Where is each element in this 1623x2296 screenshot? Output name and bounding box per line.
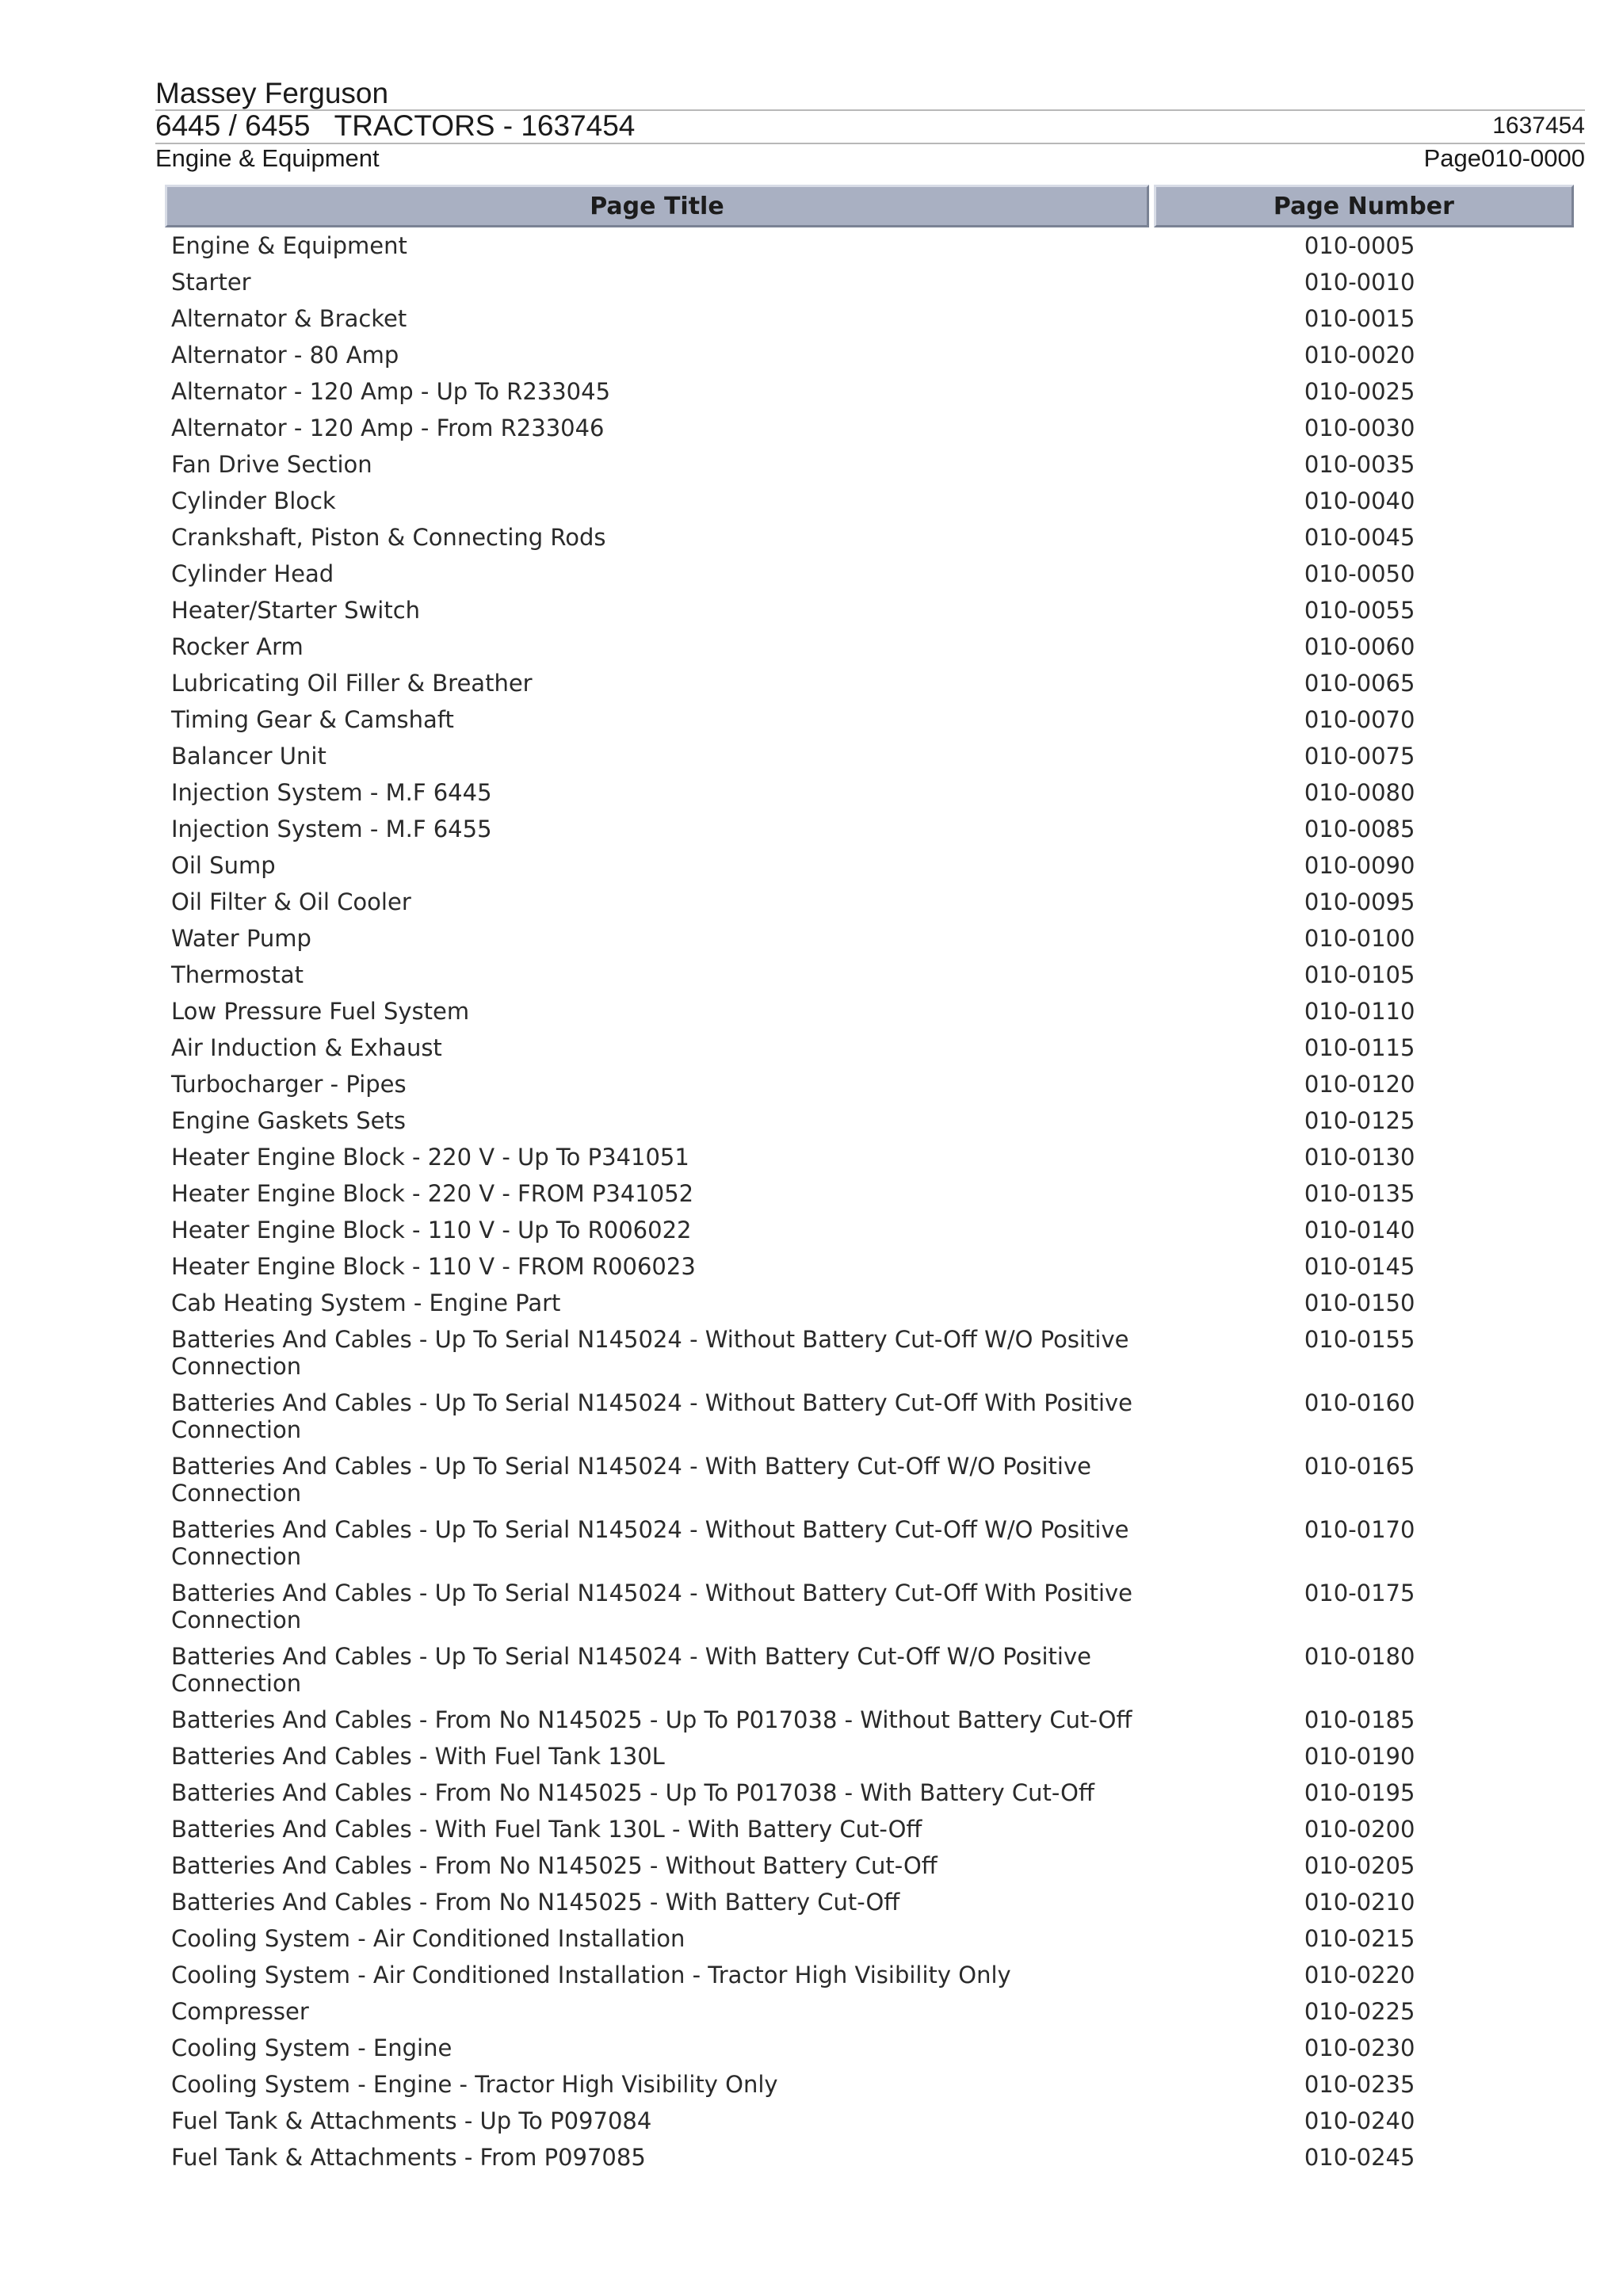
row-number-cell [1154,519,1574,556]
table-row [165,1385,1574,1448]
row-title-cell [165,2066,1149,2103]
table-row [165,665,1574,701]
table-row [165,1175,1574,1212]
table-row [165,446,1574,483]
page-title-text: Fuel Tank & Attachments - From P097085 [171,2144,646,2171]
page-number-text: 010-0085 [1304,816,1415,842]
row-number-cell [1154,847,1574,884]
row-title-cell [165,1738,1149,1775]
page-number-text: 010-0180 [1304,1643,1415,1670]
page-title-text: Compresser [171,1998,309,2025]
column-header-page-title: Page Title [165,185,1149,227]
row-number-cell [1154,701,1574,738]
table-row [165,1030,1574,1066]
row-title-cell [165,227,1149,264]
row-title-cell [165,738,1149,774]
page-title-text: Cooling System - Air Conditioned Installation [171,1925,685,1952]
page-number-text: 010-0140 [1304,1217,1415,1244]
row-number-cell [1154,1638,1574,1702]
table-row [165,628,1574,665]
page-title-text: Batteries And Cables - Up To Serial N145024 - Without Battery Cut-Off With Positive Connection [171,1580,1133,1633]
page-number-text: 010-0175 [1304,1580,1415,1606]
page-title-text: Batteries And Cables - From No N145025 - Without Battery Cut-Off [171,1852,938,1879]
table-row [165,1066,1574,1102]
page-title-text: Batteries And Cables - Up To Serial N145024 - With Battery Cut-Off W/O Positive Connection [171,1453,1091,1507]
page-number-text: 010-0240 [1304,2107,1415,2134]
row-number-cell [1154,483,1574,519]
page-number-text: 010-0200 [1304,1816,1415,1843]
table-row [165,592,1574,628]
page-title-text: Cab Heating System - Engine Part [171,1289,561,1316]
page-number-text: 010-0075 [1304,743,1415,770]
page-number-text: 010-0055 [1304,597,1415,624]
row-title-cell [165,1638,1149,1702]
table-row [165,1139,1574,1175]
page-number-text: 010-0155 [1304,1326,1415,1353]
row-number-cell [1154,1175,1574,1212]
brand-name: Massey Ferguson [155,77,389,109]
row-title-cell [165,701,1149,738]
table-row [165,1511,1574,1575]
row-number-cell [1154,628,1574,665]
model-line [155,111,1585,144]
row-number-cell [1154,1212,1574,1248]
page-number-text: 010-0065 [1304,670,1415,697]
row-title-cell [165,2139,1149,2176]
page-title-text: Alternator - 80 Amp [171,342,399,369]
row-title-cell [165,1884,1149,1920]
row-number-cell [1154,1102,1574,1139]
row-number-cell [1154,2066,1574,2103]
page-title-text: Rocker Arm [171,633,304,660]
row-number-cell [1154,337,1574,373]
page-number-text: 010-0215 [1304,1925,1415,1952]
table-row [165,1638,1574,1702]
page-number-text: 010-0060 [1304,633,1415,660]
section-title: Engine & Equipment [155,144,380,172]
table-row [165,1702,1574,1738]
page-title-text: Heater/Starter Switch [171,597,421,624]
row-title-cell [165,556,1149,592]
table-row [165,483,1574,519]
page-number-text: 010-0110 [1304,998,1415,1025]
brand-line [155,78,1585,111]
page-number-text: 010-0045 [1304,524,1415,551]
page-title-text: Injection System - M.F 6455 [171,816,492,842]
page-title-text: Alternator & Bracket [171,305,407,332]
row-title-cell [165,1920,1149,1957]
model-title: 6445 / 6455 TRACTORS - 1637454 [155,109,636,142]
row-title-cell [165,410,1149,446]
row-number-cell [1154,884,1574,920]
row-title-cell [165,1030,1149,1066]
page-title-text: Alternator - 120 Amp - From R233046 [171,415,605,441]
page-number-text: 010-0210 [1304,1889,1415,1916]
table-row [165,373,1574,410]
page-title-text: Heater Engine Block - 220 V - Up To P341051 [171,1144,689,1171]
page-title-text: Timing Gear & Camshaft [171,706,454,733]
table-row [165,2139,1574,2176]
page-number-text: 010-0100 [1304,925,1415,952]
row-title-cell [165,1575,1149,1638]
page-number-text: 010-0160 [1304,1389,1415,1416]
table-row [165,2030,1574,2066]
row-title-cell [165,264,1149,300]
row-number-cell [1154,1738,1574,1775]
page-title-text: Engine Gaskets Sets [171,1107,406,1134]
row-number-cell [1154,300,1574,337]
page-number-text: 010-0225 [1304,1998,1415,2025]
page-title-text: Alternator - 120 Amp - Up To R233045 [171,378,611,405]
page-title-text: Batteries And Cables - From No N145025 - Up To P017038 - Without Battery Cut-Off [171,1706,1132,1733]
row-title-cell [165,847,1149,884]
row-number-cell [1154,373,1574,410]
row-title-cell [165,592,1149,628]
page-title-text: Batteries And Cables - Up To Serial N145024 - With Battery Cut-Off W/O Positive Connection [171,1643,1091,1697]
page-number-text: 010-0150 [1304,1289,1415,1316]
row-number-cell [1154,1248,1574,1285]
row-title-cell [165,1448,1149,1511]
row-number-cell [1154,1285,1574,1321]
page-number-text: 010-0090 [1304,852,1415,879]
page-title-text: Balancer Unit [171,743,327,770]
table-row [165,1775,1574,1811]
page-title-text: Batteries And Cables - From No N145025 - Up To P017038 - With Battery Cut-Off [171,1779,1094,1806]
row-title-cell [165,483,1149,519]
page-title-text: Thermostat [171,961,304,988]
page-title-text: Oil Filter & Oil Cooler [171,888,411,915]
row-number-cell [1154,1139,1574,1175]
page-title-text: Cylinder Head [171,560,334,587]
page-number-text: 010-0185 [1304,1706,1415,1733]
table-row [165,957,1574,993]
page-number-text: 010-0130 [1304,1144,1415,1171]
row-number-cell [1154,264,1574,300]
row-number-cell [1154,2139,1574,2176]
row-title-cell [165,1175,1149,1212]
page-number-text: 010-0005 [1304,232,1415,259]
page-title-text: Fuel Tank & Attachments - Up To P097084 [171,2107,652,2134]
table-row [165,1321,1574,1385]
row-title-cell [165,2103,1149,2139]
table-row [165,1448,1574,1511]
row-title-cell [165,1775,1149,1811]
row-title-cell [165,1847,1149,1884]
row-number-cell [1154,811,1574,847]
table-row [165,993,1574,1030]
page-number-text: 010-0230 [1304,2034,1415,2061]
row-title-cell [165,1139,1149,1175]
row-number-cell [1154,592,1574,628]
page-title-text: Batteries And Cables - Up To Serial N145024 - Without Battery Cut-Off W/O Positive Connection [171,1326,1129,1380]
row-number-cell [1154,774,1574,811]
page-number-text: 010-0195 [1304,1779,1415,1806]
page-title-text: Air Induction & Exhaust [171,1034,442,1061]
page-title-text: Fan Drive Section [171,451,372,478]
row-number-cell [1154,1030,1574,1066]
row-title-cell [165,628,1149,665]
table-row [165,738,1574,774]
row-number-cell [1154,446,1574,483]
page-title-text: Batteries And Cables - With Fuel Tank 130L - With Battery Cut-Off [171,1816,922,1843]
row-number-cell [1154,1993,1574,2030]
table-header-row [165,185,1574,227]
page-number-text: 010-0025 [1304,378,1415,405]
row-title-cell [165,446,1149,483]
table-row [165,337,1574,373]
table-row [165,556,1574,592]
page-title-text: Crankshaft, Piston & Connecting Rods [171,524,606,551]
row-number-cell [1154,1066,1574,1102]
page-number-text: 010-0080 [1304,779,1415,806]
row-title-cell [165,1993,1149,2030]
row-title-cell [165,1511,1149,1575]
row-number-cell [1154,410,1574,446]
row-title-cell [165,1321,1149,1385]
row-title-cell [165,373,1149,410]
row-title-cell [165,1702,1149,1738]
row-title-cell [165,1248,1149,1285]
row-title-cell [165,519,1149,556]
page-number-text: 010-0170 [1304,1516,1415,1543]
table-row [165,774,1574,811]
row-number-cell [1154,738,1574,774]
table-row [165,1212,1574,1248]
row-number-cell [1154,556,1574,592]
page-title-text: Low Pressure Fuel System [171,998,470,1025]
row-title-cell [165,774,1149,811]
row-number-cell [1154,1321,1574,1385]
page-title-text: Oil Sump [171,852,276,879]
page-title-text: Batteries And Cables - From No N145025 - With Battery Cut-Off [171,1889,900,1916]
table-row [165,410,1574,446]
page-header [155,78,1585,174]
row-title-cell [165,300,1149,337]
page-number-text: 010-0105 [1304,961,1415,988]
page-number-text: 010-0165 [1304,1453,1415,1480]
table-row [165,701,1574,738]
row-number-cell [1154,1775,1574,1811]
page-title-text: Injection System - M.F 6445 [171,779,492,806]
table-row [165,300,1574,337]
page-number-text: 010-0145 [1304,1253,1415,1280]
row-number-cell [1154,993,1574,1030]
table-row [165,1102,1574,1139]
page-title-text: Batteries And Cables - Up To Serial N145024 - Without Battery Cut-Off W/O Positive Connection [171,1516,1129,1570]
page-index-table [165,185,1574,2176]
table-row [165,2066,1574,2103]
row-number-cell [1154,1511,1574,1575]
row-title-cell [165,993,1149,1030]
table-row [165,227,1574,264]
row-number-cell [1154,1811,1574,1847]
page-number-text: 010-0015 [1304,305,1415,332]
row-number-cell [1154,2103,1574,2139]
page-title-text: Engine & Equipment [171,232,407,259]
page-number-text: 010-0035 [1304,451,1415,478]
table-row [165,1957,1574,1993]
page-title-text: Water Pump [171,925,311,952]
row-number-cell [1154,920,1574,957]
column-header-page-number: Page Number [1154,185,1574,227]
page-title-text: Cooling System - Engine [171,2034,453,2061]
table-row [165,1248,1574,1285]
page-number-text: 010-0095 [1304,888,1415,915]
page-number-text: 010-0120 [1304,1071,1415,1098]
page-title-text: Starter [171,269,251,296]
page-number-text: 010-0245 [1304,2144,1415,2171]
table-row [165,847,1574,884]
page-number-text: 010-0070 [1304,706,1415,733]
row-title-cell [165,811,1149,847]
row-number-cell [1154,227,1574,264]
page-number-text: 010-0220 [1304,1962,1415,1988]
table-row [165,1884,1574,1920]
page-number-text: 010-0205 [1304,1852,1415,1879]
row-number-cell [1154,1847,1574,1884]
row-number-cell [1154,1957,1574,1993]
page-number-text: 010-0040 [1304,487,1415,514]
row-number-cell [1154,665,1574,701]
row-title-cell [165,337,1149,373]
row-title-cell [165,665,1149,701]
page-title-text: Cylinder Block [171,487,336,514]
row-title-cell [165,2030,1149,2066]
page-reference: Page010-0000 [1423,144,1585,172]
row-number-cell [1154,957,1574,993]
page-number-text: 010-0115 [1304,1034,1415,1061]
table-row [165,811,1574,847]
row-number-cell [1154,1884,1574,1920]
table-row [165,920,1574,957]
row-title-cell [165,920,1149,957]
page-number-text: 010-0030 [1304,415,1415,441]
row-title-cell [165,1285,1149,1321]
page-number-text: 010-0010 [1304,269,1415,296]
page-number-text: 010-0125 [1304,1107,1415,1134]
page-title-text: Batteries And Cables - Up To Serial N145024 - Without Battery Cut-Off With Positive Connection [171,1389,1133,1443]
row-number-cell [1154,2030,1574,2066]
row-title-cell [165,1957,1149,1993]
table-row [165,1738,1574,1775]
page-title-text: Turbocharger - Pipes [171,1071,407,1098]
table-row [165,2103,1574,2139]
table-row [165,1575,1574,1638]
page-number-text: 010-0050 [1304,560,1415,587]
row-title-cell [165,1212,1149,1248]
row-title-cell [165,1066,1149,1102]
row-number-cell [1154,1920,1574,1957]
table-row [165,519,1574,556]
page-title-text: Heater Engine Block - 220 V - FROM P341052 [171,1180,694,1207]
table-row [165,1920,1574,1957]
row-title-cell [165,957,1149,993]
document-number: 1637454 [1492,113,1585,139]
table-row [165,1847,1574,1884]
row-title-cell [165,1102,1149,1139]
row-number-cell [1154,1385,1574,1448]
table-row [165,884,1574,920]
page-number-text: 010-0190 [1304,1743,1415,1770]
row-number-cell [1154,1575,1574,1638]
page-title-text: Heater Engine Block - 110 V - Up To R006022 [171,1217,692,1244]
page-title-text: Cooling System - Air Conditioned Installation - Tractor High Visibility Only [171,1962,1011,1988]
page-title-text: Lubricating Oil Filler & Breather [171,670,533,697]
page-number-text: 010-0020 [1304,342,1415,369]
page-title-text: Heater Engine Block - 110 V - FROM R006023 [171,1253,696,1280]
page-title-text: Cooling System - Engine - Tractor High Visibility Only [171,2071,778,2098]
page-title-text: Batteries And Cables - With Fuel Tank 130L [171,1743,665,1770]
page-number-text: 010-0235 [1304,2071,1415,2098]
table-row [165,264,1574,300]
section-line [155,144,1585,174]
row-title-cell [165,1811,1149,1847]
table-row [165,1993,1574,2030]
row-title-cell [165,1385,1149,1448]
page-number-text: 010-0135 [1304,1180,1415,1207]
table-row [165,1285,1574,1321]
table-body [165,227,1574,2176]
row-title-cell [165,884,1149,920]
row-number-cell [1154,1702,1574,1738]
row-number-cell [1154,1448,1574,1511]
table-row [165,1811,1574,1847]
